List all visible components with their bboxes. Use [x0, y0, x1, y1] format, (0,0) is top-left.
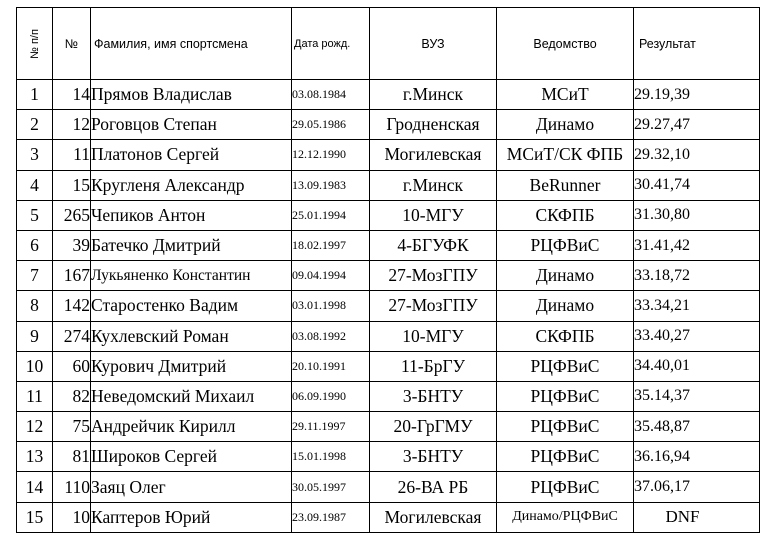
cell-name: Курович Дмитрий	[91, 351, 292, 381]
table-row	[17, 140, 760, 170]
cell-department: РЦФВиС	[497, 351, 634, 381]
cell-department: BeRunner	[497, 170, 634, 200]
cell-name: Кругленя Александр	[91, 170, 292, 200]
cell-number: 82	[53, 381, 91, 411]
cell-place: 5	[17, 200, 53, 230]
header-university: ВУЗ	[370, 8, 497, 80]
cell-number: 39	[53, 230, 91, 260]
cell-result: 29.19,39	[634, 80, 760, 110]
cell-birth-date: 29.05.1986	[292, 110, 370, 140]
cell-university: 26-ВА РБ	[370, 472, 497, 502]
cell-birth-date: 12.12.1990	[292, 140, 370, 170]
cell-place: 13	[17, 442, 53, 472]
cell-birth-date: 29.11.1997	[292, 412, 370, 442]
table-row	[17, 381, 760, 411]
header-department: Ведомство	[497, 8, 634, 80]
cell-department: Динамо	[497, 261, 634, 291]
cell-birth-date: 09.04.1994	[292, 261, 370, 291]
cell-university: 10-МГУ	[370, 200, 497, 230]
cell-department: Динамо	[497, 110, 634, 140]
cell-university: 20-ГрГМУ	[370, 412, 497, 442]
cell-department: Динамо	[497, 291, 634, 321]
cell-result: 33.18,72	[634, 261, 760, 291]
cell-university: Гродненская	[370, 110, 497, 140]
cell-department: РЦФВиС	[497, 472, 634, 502]
cell-name: Роговцов Степан	[91, 110, 292, 140]
cell-number: 15	[53, 170, 91, 200]
cell-result: 31.41,42	[634, 230, 760, 260]
cell-birth-date: 03.01.1998	[292, 291, 370, 321]
table-row	[17, 321, 760, 351]
header-row	[17, 8, 760, 80]
cell-place: 2	[17, 110, 53, 140]
cell-department: РЦФВиС	[497, 442, 634, 472]
cell-birth-date: 13.09.1983	[292, 170, 370, 200]
cell-name: Заяц Олег	[91, 472, 292, 502]
table-row	[17, 170, 760, 200]
table-row	[17, 80, 760, 110]
cell-name: Платонов Сергей	[91, 140, 292, 170]
cell-name: Чепиков Антон	[91, 200, 292, 230]
cell-result: 29.32,10	[634, 140, 760, 170]
header-name: Фамилия, имя спортсмена	[91, 8, 292, 80]
table-row	[17, 110, 760, 140]
table-body	[17, 80, 760, 533]
cell-number: 110	[53, 472, 91, 502]
cell-department: РЦФВиС	[497, 381, 634, 411]
cell-birth-date: 25.01.1994	[292, 200, 370, 230]
cell-number: 60	[53, 351, 91, 381]
cell-result: 34.40,01	[634, 351, 760, 381]
header-result: Результат	[634, 8, 760, 80]
cell-result: 35.48,87	[634, 412, 760, 442]
cell-place: 3	[17, 140, 53, 170]
cell-name: Андрейчик Кирилл	[91, 412, 292, 442]
cell-birth-date: 15.01.1998	[292, 442, 370, 472]
cell-birth-date: 06.09.1990	[292, 381, 370, 411]
cell-department: СКФПБ	[497, 321, 634, 351]
cell-university: 27-МозГПУ	[370, 261, 497, 291]
cell-birth-date: 03.08.1992	[292, 321, 370, 351]
cell-university: Могилевская	[370, 140, 497, 170]
cell-birth-date: 03.08.1984	[292, 80, 370, 110]
cell-university: Могилевская	[370, 502, 497, 532]
cell-number: 75	[53, 412, 91, 442]
cell-number: 14	[53, 80, 91, 110]
cell-place: 7	[17, 261, 53, 291]
cell-place: 4	[17, 170, 53, 200]
table-row	[17, 472, 760, 502]
cell-university: г.Минск	[370, 170, 497, 200]
cell-result: 36.16,94	[634, 442, 760, 472]
cell-place: 9	[17, 321, 53, 351]
results-table	[16, 7, 760, 533]
cell-number: 10	[53, 502, 91, 532]
cell-name: Кухлевский Роман	[91, 321, 292, 351]
cell-number: 81	[53, 442, 91, 472]
table-row	[17, 200, 760, 230]
cell-number: 142	[53, 291, 91, 321]
cell-result: 30.41,74	[634, 170, 760, 200]
cell-result: 33.40,27	[634, 321, 760, 351]
cell-department: МСиТ	[497, 80, 634, 110]
cell-birth-date: 30.05.1997	[292, 472, 370, 502]
cell-university: 3-БНТУ	[370, 381, 497, 411]
header-number: №	[53, 8, 91, 80]
cell-name: Каптеров Юрий	[91, 502, 292, 532]
cell-result: 29.27,47	[634, 110, 760, 140]
cell-result: 31.30,80	[634, 200, 760, 230]
cell-number: 265	[53, 200, 91, 230]
cell-name: Неведомский Михаил	[91, 381, 292, 411]
cell-place: 10	[17, 351, 53, 381]
cell-number: 12	[53, 110, 91, 140]
table-row	[17, 230, 760, 260]
cell-place: 11	[17, 381, 53, 411]
cell-number: 274	[53, 321, 91, 351]
cell-result: 33.34,21	[634, 291, 760, 321]
table-row	[17, 351, 760, 381]
header-place: № п/п	[17, 8, 53, 80]
cell-department: СКФПБ	[497, 200, 634, 230]
cell-university: 11-БрГУ	[370, 351, 497, 381]
cell-department: РЦФВиС	[497, 230, 634, 260]
cell-birth-date: 23.09.1987	[292, 502, 370, 532]
cell-name: Лукьяненко Константин	[91, 261, 292, 291]
cell-name: Старостенко Вадим	[91, 291, 292, 321]
table-header	[17, 8, 760, 80]
cell-department: МСиТ/СК ФПБ	[497, 140, 634, 170]
cell-name: Широков Сергей	[91, 442, 292, 472]
cell-university: 3-БНТУ	[370, 442, 497, 472]
cell-result: 35.14,37	[634, 381, 760, 411]
cell-university: г.Минск	[370, 80, 497, 110]
cell-name: Батечко Дмитрий	[91, 230, 292, 260]
cell-university: 27-МозГПУ	[370, 291, 497, 321]
cell-number: 11	[53, 140, 91, 170]
cell-place: 12	[17, 412, 53, 442]
cell-birth-date: 18.02.1997	[292, 230, 370, 260]
table-row	[17, 412, 760, 442]
cell-place: 14	[17, 472, 53, 502]
cell-department: Динамо/РЦФВиС	[497, 502, 634, 532]
cell-name: Прямов Владислав	[91, 80, 292, 110]
table-row	[17, 442, 760, 472]
cell-university: 4-БГУФК	[370, 230, 497, 260]
table-row	[17, 502, 760, 532]
cell-place: 8	[17, 291, 53, 321]
cell-place: 15	[17, 502, 53, 532]
table-row	[17, 291, 760, 321]
table-row	[17, 261, 760, 291]
cell-department: РЦФВиС	[497, 412, 634, 442]
header-birth-date: Дата рожд.	[292, 8, 370, 80]
cell-result: DNF	[634, 502, 760, 532]
cell-result: 37.06,17	[634, 472, 760, 502]
cell-birth-date: 20.10.1991	[292, 351, 370, 381]
cell-university: 10-МГУ	[370, 321, 497, 351]
cell-place: 6	[17, 230, 53, 260]
cell-place: 1	[17, 80, 53, 110]
cell-number: 167	[53, 261, 91, 291]
